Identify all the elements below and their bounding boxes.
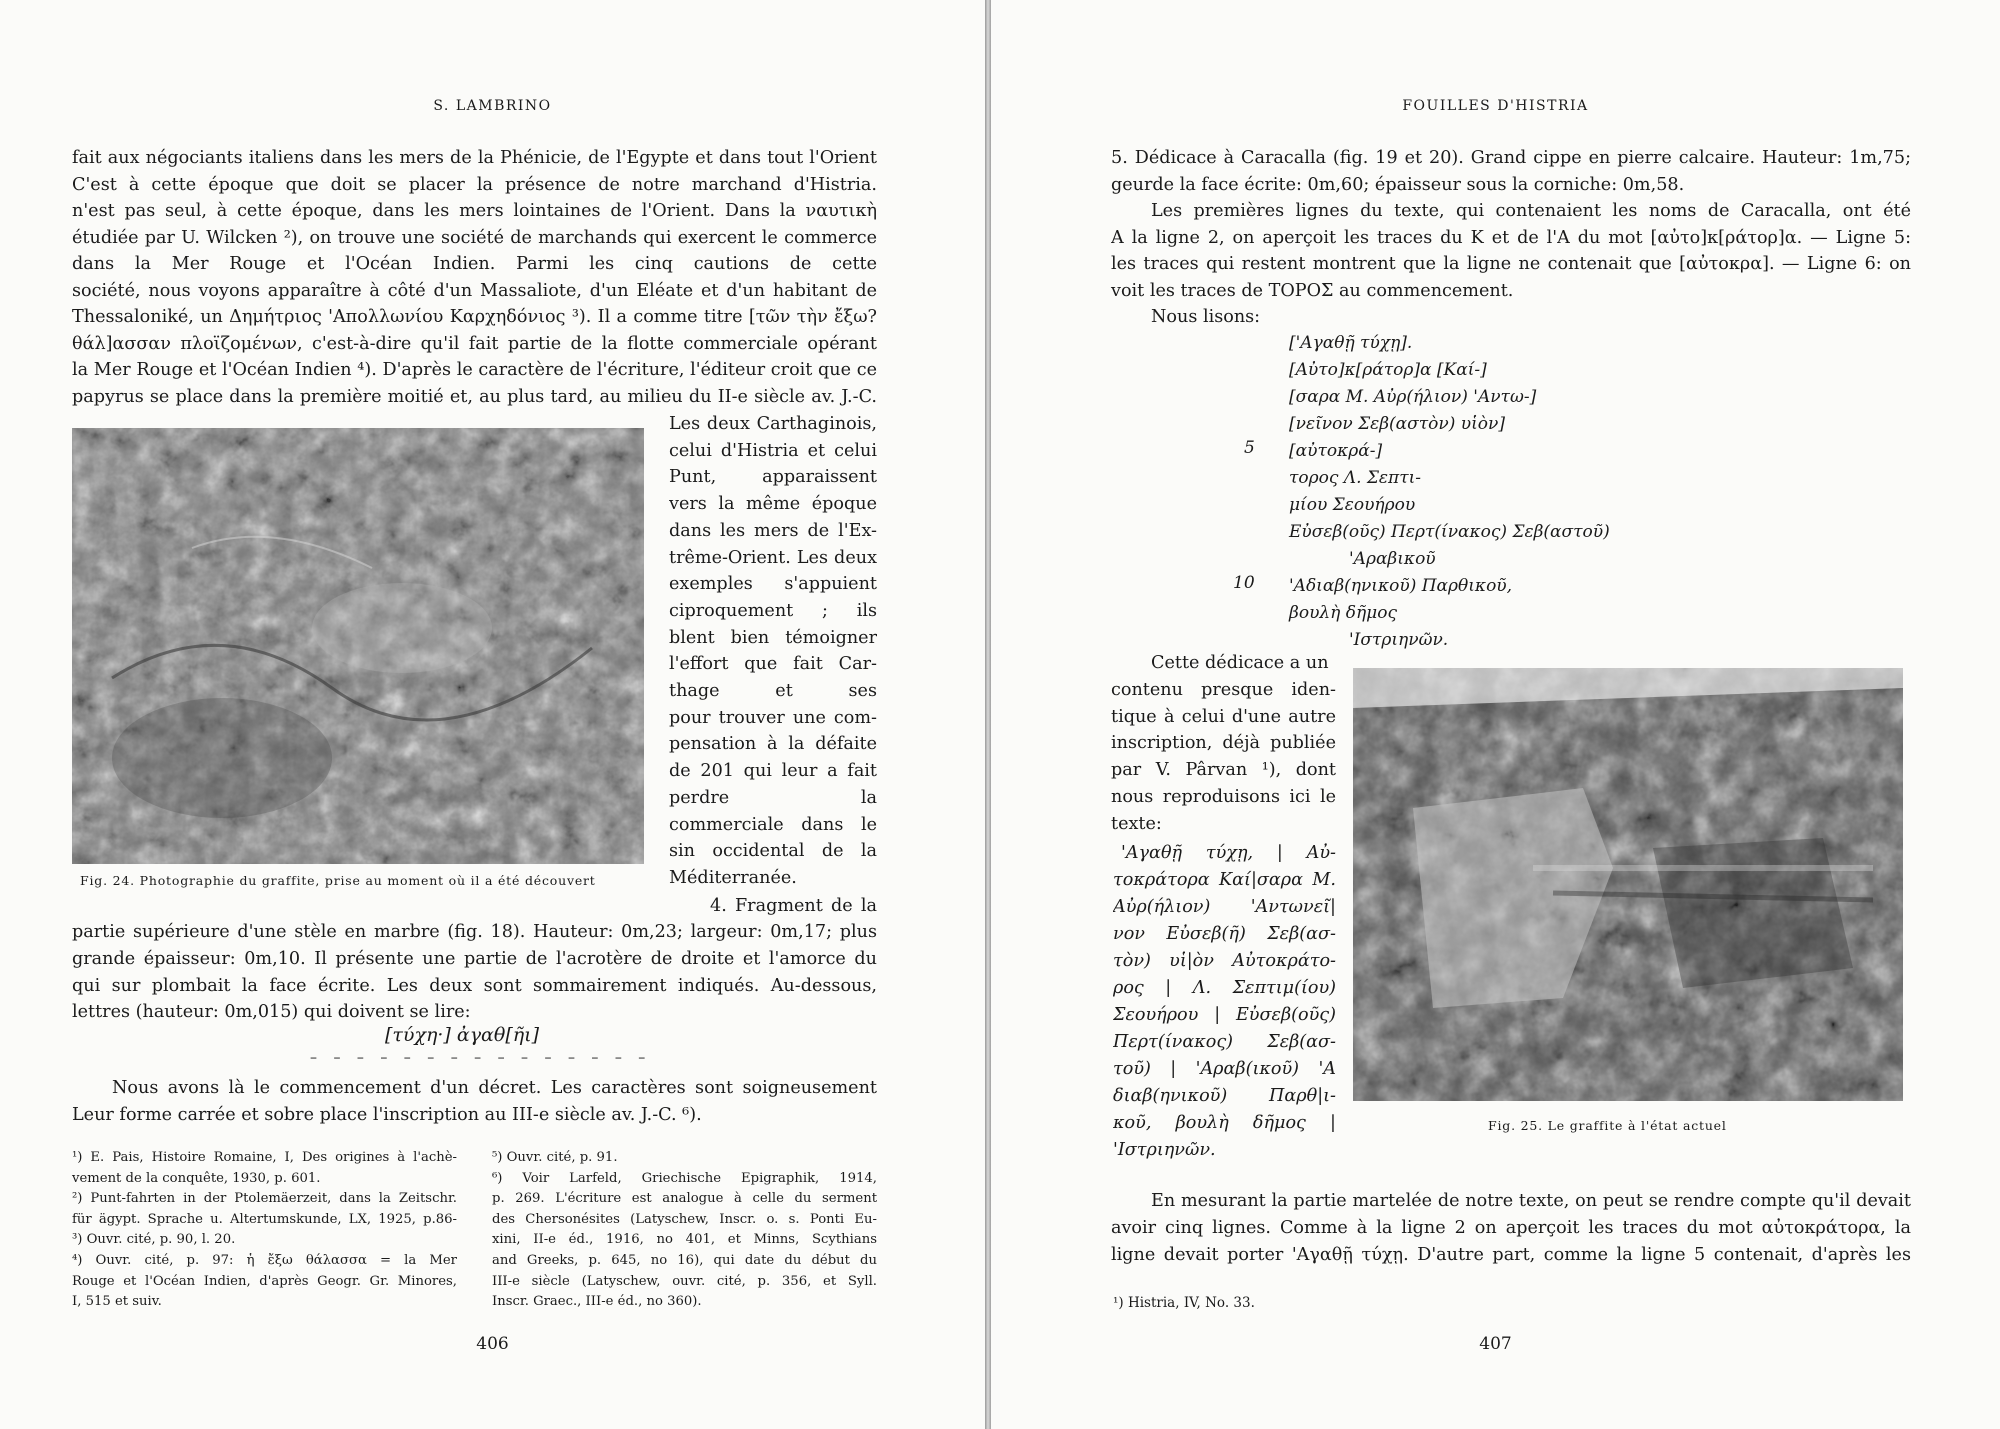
text-line: C'est à cette époque que doit se placer la présence de notre marchand d'Histria.	[72, 174, 877, 195]
inscription-line: [νεῖνον Σεβ(αστὸν) υἱὸν]	[1289, 414, 1505, 434]
text-line: grande épaisseur: 0m,10. Il présente une partie de l'acrotère de droite et l'amorce du	[72, 948, 877, 969]
text-line: Méditerranée.	[669, 867, 797, 888]
section-4	[72, 919, 877, 1027]
text-line: dans la Mer Rouge et l'Océan Indien. Parmi les cinq cautions de cette	[72, 254, 877, 274]
left-page	[0, 0, 985, 1429]
inscription-line: μίου Σεουήρου	[1289, 495, 1416, 515]
footnote-line: III-e siècle (Latyschew, ouvr. cité, p. 356, et Syll.	[492, 1273, 877, 1289]
text-line: société, nous voyons apparaître à côté d'un Massaliote, d'un Eléate et d'un habitant de	[72, 280, 877, 301]
text-line: A la ligne 2, on aperçoit les traces du K et de l'A du mot [αὐτο]κ[ράτορ]α. — Ligne 5:	[1111, 227, 1911, 248]
quote-line: Περτ(ίνακος) Σεβ(ασ-	[1113, 1032, 1336, 1052]
text-line: qui sur plombait la face écrite. Les deux sont sommairement indiqués. Au-dessous,	[72, 975, 877, 996]
footnotes-left-column	[72, 1148, 457, 1318]
inscription-line: 'Ιστριηνῶν.	[1349, 630, 1449, 650]
side-column	[669, 411, 877, 893]
page-number: 406	[476, 1334, 509, 1354]
text-line: 5. Dédicace à Caracalla (fig. 19 et 20). Grand cippe en pierre calcaire. Hauteur: 1m,75;	[1111, 148, 1911, 168]
text-line: pour trouver une com-	[669, 707, 877, 728]
text-line: nous reproduisons ici le	[1111, 787, 1336, 807]
parvan-quote	[1113, 840, 1336, 1170]
footnote-line: ⁶) Voir Larfeld, Griechische Epigraphik, 1914,	[492, 1170, 877, 1186]
footnote-line: and Greeks, p. 645, no 16), qui date du début du	[492, 1253, 877, 1268]
text-line: thage et ses	[669, 681, 877, 701]
footnote-line: xini, II-e éd., 1916, no 401, et Minns, Scythians	[492, 1232, 877, 1248]
text-line: geurde la face écrite: 0m,60; épaisseur sous la corniche: 0m,58.	[1111, 174, 1685, 195]
text-line: fait aux négociants italiens dans les mers de la Phénicie, de l'Egypte et dans tout l'Orient	[72, 148, 877, 168]
text-line: étudiée par U. Wilcken ²), on trouve une société de marchands qui exercent le commerce	[72, 227, 877, 248]
footnote-line: vement de la conquête, 1930, p. 601.	[72, 1170, 321, 1186]
inscription-line: ['Αγαθῇ τύχῃ].	[1289, 333, 1413, 353]
inscription-line: Εὐσεβ(οῦς) Περτ(ίνακος) Σεβ(αστοῦ)	[1289, 522, 1610, 542]
text-line: 4. Fragment de la	[710, 896, 877, 916]
text-line: En mesurant la partie martelée de notre texte, on peut se rendre compte qu'il devait	[1151, 1191, 1911, 1211]
inscription-line: [αὐτοκρά-]	[1289, 441, 1383, 461]
footnote-line: ⁵) Ouvr. cité, p. 91.	[492, 1150, 618, 1165]
figure-24-caption: Fig. 24. Photographie du graffite, prise au moment où il a été découvert	[80, 873, 596, 888]
footnotes-right-column	[492, 1148, 877, 1318]
text-line: Nous avons là le commencement d'un décret. Les caractères sont soigneusement	[112, 1078, 877, 1098]
quote-line: Αὐρ(ήλιον) 'Αντωνεῖ|	[1113, 897, 1336, 917]
text-line: dans les mers de l'Ex-	[669, 520, 877, 541]
text-line: perdre la	[669, 787, 877, 808]
text-line: Cette dédicace a un	[1151, 653, 1329, 673]
footnote-line: p. 269. L'écriture est analogue à celle du serment	[492, 1191, 877, 1207]
text-line: blent bien témoigner	[669, 627, 877, 648]
text-line: trême-Orient. Les deux	[669, 547, 877, 568]
running-header: FOUILLES D'HISTRIA	[1402, 98, 1589, 114]
text-line: ciproquement ; ils	[669, 600, 877, 621]
quote-line: κοῦ, βουλὴ δῆμος |	[1113, 1113, 1336, 1133]
text-line: exemples s'appuient	[669, 574, 877, 595]
footnote-line: ²) Punt-fahrten in der Ptolemäerzeit, dans la Zeitschr.	[72, 1191, 457, 1207]
quote-line: ρος | Λ. Σεπτιμ(ίου)	[1113, 978, 1336, 998]
text-line: celui d'Histria et celui	[669, 440, 877, 461]
text-line: par V. Pârvan ¹), dont	[1111, 760, 1336, 781]
text-line: Punt, apparaissent	[669, 467, 877, 488]
text-line: ligne devait porter 'Αγαθῇ τύχῃ. D'autre part, comme la ligne 5 contenait, d'après les	[1111, 1244, 1911, 1265]
page-number: 407	[1479, 1334, 1512, 1354]
inscription-line: 'Αραβικοῦ	[1349, 549, 1436, 569]
comparison-column	[1111, 650, 1336, 840]
text-line: Nous lisons:	[1151, 307, 1261, 327]
text-line: pensation à la défaite	[669, 734, 877, 755]
text-line: sin occidental de la	[669, 841, 877, 862]
inscription-fragment: [τύχη·] ἀγαθ[ῆι]	[385, 1024, 539, 1046]
closing-paragraph	[72, 1075, 877, 1129]
quote-line: 'Ιστριηνῶν.	[1113, 1140, 1216, 1160]
quote-line: νον Εὐσεβ(ῆ) Σεβ(ασ-	[1113, 924, 1336, 944]
text-line: Leur forme carrée et sobre place l'inscription au III-e siècle av. J.-C. ⁶).	[72, 1104, 702, 1125]
inscription-line: [σαρα Μ. Αὐρ(ήλιον) 'Αντω-]	[1289, 387, 1537, 407]
footnote-line: für ägypt. Sprache u. Altertumskunde, LX, 1925, p.86-	[72, 1211, 457, 1227]
text-line: θάλ]ασσαν πλοϊζομένων, c'est-à-dire qu'il fait partie de la flotte commerciale opérant	[72, 333, 877, 354]
quote-line: τὸν) υἱ|ὸν Αὐτοκράτο-	[1113, 951, 1336, 971]
text-line: papyrus se place dans la première moitié et, au plus tard, au milieu du II-e siècle av. J.-C.	[72, 386, 877, 407]
inscription-line: βουλὴ δῆμος	[1289, 603, 1397, 623]
running-header: S. LAMBRINO	[433, 98, 552, 114]
text-line: la Mer Rouge et l'Océan Indien ⁴). D'après le caractère de l'écriture, l'éditeur croit que ce	[72, 360, 877, 380]
section-4-start	[710, 893, 877, 919]
text-line: tique à celui d'une autre	[1111, 706, 1336, 727]
footnote-line: Rouge et l'Océan Indien, d'après Geogr. Gr. Minores,	[72, 1273, 457, 1289]
footnote-line: ³) Ouvr. cité, p. 90, l. 20.	[72, 1232, 236, 1248]
right-page	[991, 0, 2000, 1429]
footnote-line: I, 515 et suiv.	[72, 1294, 162, 1310]
text-line: commerciale dans le	[669, 814, 877, 835]
text-line: contenu presque iden-	[1111, 679, 1336, 700]
inscription-line: τορος Λ. Σεπτι-	[1289, 468, 1422, 488]
inscription-line: 'Αδιαβ(ηνικοῦ) Παρθικοῦ,	[1289, 576, 1513, 596]
closing-paragraph	[1111, 1188, 1911, 1268]
intro-paragraph	[72, 145, 877, 415]
figure-24-photo	[72, 428, 644, 864]
text-line: les traces qui restent montrent que la ligne ne contenait que [αὐτοκρα]. — Ligne 6: on	[1111, 254, 1911, 274]
text-line: voit les traces de ΤΟΡΟΣ au commencement.	[1111, 280, 1514, 301]
quote-line: τοκράτορα Καί|σαρα Μ.	[1113, 870, 1336, 890]
text-line: lettres (hauteur: 0m,015) qui doivent se lire:	[72, 1002, 471, 1023]
text-line: texte:	[1111, 813, 1162, 834]
footnote-line: des Chersonésites (Latyschew, Inscr. o. s. Ponti Eu-	[492, 1211, 877, 1227]
text-line: vers la même époque	[669, 494, 877, 515]
footnote-line: ¹) E. Pais, Histoire Romaine, I, Des origines à l'achè-	[72, 1150, 457, 1165]
footnote-line: ⁴) Ouvr. cité, p. 97: ἡ ἔξω θάλασσα = la Mer	[72, 1253, 457, 1268]
missing-lines-marker: – – – – – – – – – – – – – – –	[310, 1050, 652, 1066]
text-line: avoir cinq lignes. Comme à la ligne 2 on aperçoit les traces du mot αὐτοκράτορα, la	[1111, 1217, 1911, 1238]
quote-line: διαβ(ηνικοῦ) Παρθ|ι-	[1113, 1086, 1336, 1106]
text-line: Les premières lignes du texte, qui contenaient les noms de Caracalla, ont été	[1151, 201, 1911, 221]
text-line: Les deux Carthaginois,	[669, 414, 877, 434]
quote-line: 'Αγαθῇ τύχῃ, | Αὐ-	[1121, 843, 1336, 863]
text-line: partie supérieure d'une stèle en marbre (fig. 18). Hauteur: 0m,23; largeur: 0m,17; plus	[72, 922, 877, 942]
section-5	[1111, 145, 1911, 335]
text-line: n'est pas seul, à cette époque, dans les mers lointaines de l'Orient. Dans la ναυτικὴ	[72, 201, 877, 221]
figure-25-caption: Fig. 25. Le graffite à l'état actuel	[1488, 1118, 1727, 1133]
text-line: Thessaloniké, un Δημήτριος 'Απολλωνίου Καρχηδόνιος ³). Il a comme titre [τῶν τὴν ἔξω?	[72, 307, 877, 327]
footnote-line: ¹) Histria, IV, No. 33.	[1113, 1295, 1255, 1311]
text-line: inscription, déjà publiée	[1111, 733, 1336, 754]
line-number: 10	[1233, 573, 1255, 593]
line-number: 5	[1244, 438, 1255, 458]
footnote-line: Inscr. Graec., III-e éd., no 360).	[492, 1294, 702, 1310]
quote-line: τοῦ) | 'Αραβ(ικοῦ) 'Α	[1113, 1059, 1336, 1079]
text-line: l'effort que fait Car-	[669, 654, 877, 675]
inscription-line: [Αὐτο]κ[ράτορ]α [Καί-]	[1289, 360, 1487, 380]
figure-25-photo	[1353, 668, 1903, 1101]
text-line: de 201 qui leur a fait	[669, 761, 877, 782]
quote-line: Σεουήρου | Εὐσεβ(οῦς)	[1113, 1005, 1336, 1025]
